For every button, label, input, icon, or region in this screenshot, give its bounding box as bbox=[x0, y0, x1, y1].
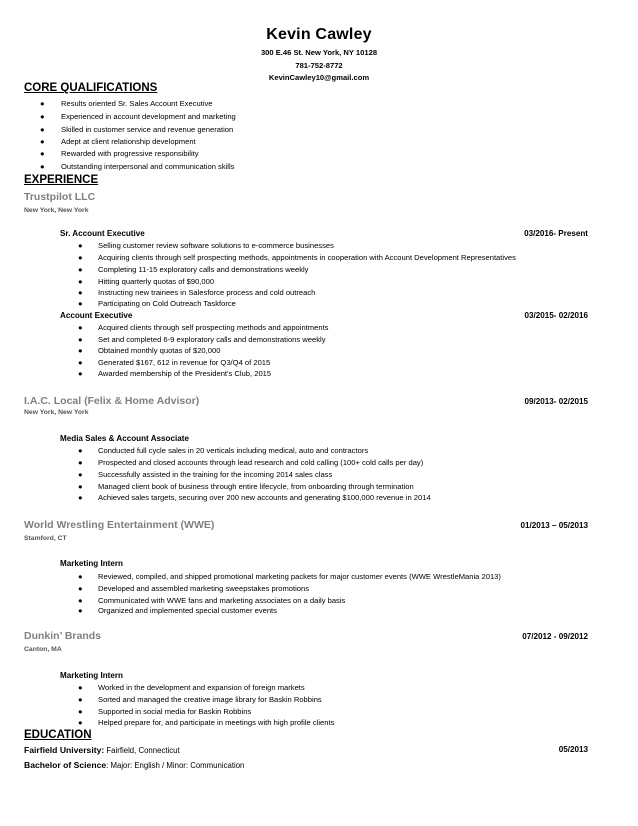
bullet-icon: ● bbox=[78, 358, 83, 367]
school-name: Fairfield University: bbox=[24, 745, 105, 755]
job-dates: 01/2013 – 05/2013 bbox=[520, 521, 588, 530]
bullet-icon: ● bbox=[78, 482, 83, 491]
bullet-icon: ● bbox=[78, 265, 83, 274]
list-item: ● Acquiring clients through self prospecting methods, appointments in cooperation with Account Development Representatives bbox=[78, 253, 516, 262]
list-item: ● Generated $167, 612 in revenue for Q3/Q4 of 2015 bbox=[78, 358, 271, 367]
job-dates: 07/2012 - 09/2012 bbox=[522, 632, 588, 641]
job-title: Marketing Intern bbox=[60, 559, 123, 568]
company-name: World Wrestling Entertainment (WWE) bbox=[24, 519, 215, 531]
bullet-icon: ● bbox=[78, 253, 83, 262]
bullet-icon: ● bbox=[78, 299, 83, 308]
job-dates: 03/2015- 02/2016 bbox=[524, 311, 588, 320]
bullet-icon: ● bbox=[78, 596, 83, 605]
bullet-icon: ● bbox=[78, 346, 83, 355]
graduation-date: 05/2013 bbox=[558, 745, 588, 754]
education-school bbox=[24, 745, 180, 755]
list-item: ● Adept at client relationship development bbox=[40, 137, 196, 146]
job-title: Sr. Account Executive bbox=[60, 229, 145, 238]
bullet-icon: ● bbox=[78, 241, 83, 250]
education-degree bbox=[24, 760, 244, 770]
phone: 781-752-8772 bbox=[295, 61, 343, 70]
list-item: ● Hitting quarterly quotas of $90,000 bbox=[78, 277, 215, 286]
degree-detail: : Major: English / Minor: Communication bbox=[106, 761, 245, 770]
company-location: Canton, MA bbox=[24, 646, 62, 653]
list-item: ● Instructing new trainees in Salesforce process and cold outreach bbox=[78, 288, 316, 297]
list-item: ● Experienced in account development and marketing bbox=[40, 112, 236, 121]
bullet-icon: ● bbox=[40, 149, 45, 158]
company-location: New York, New York bbox=[24, 207, 89, 214]
school-location: Fairfield, Connecticut bbox=[104, 746, 180, 755]
bullet-icon: ● bbox=[40, 162, 45, 171]
bullet-icon: ● bbox=[78, 335, 83, 344]
list-item: ● Supported in social media for Baskin Robbins bbox=[78, 707, 252, 716]
job-dates: 03/2016- Present bbox=[524, 229, 588, 238]
list-item: ● Communicated with WWE fans and marketing associates on a daily basis bbox=[78, 596, 346, 605]
bullet-icon: ● bbox=[78, 584, 83, 593]
job-title: Account Executive bbox=[60, 311, 133, 320]
list-item: ● Awarded membership of the President's Club, 2015 bbox=[78, 369, 272, 378]
address: 300 E.46 St. New York, NY 10128 bbox=[260, 48, 378, 57]
bullet-icon: ● bbox=[78, 288, 83, 297]
job-title: Media Sales & Account Associate bbox=[60, 434, 189, 443]
bullet-icon: ● bbox=[40, 125, 45, 134]
list-item: ● Developed and assembled marketing sweepstakes promotions bbox=[78, 584, 310, 593]
bullet-icon: ● bbox=[78, 683, 83, 692]
list-item: ● Participating on Cold Outreach Taskforce bbox=[78, 299, 236, 308]
list-item: ● Worked in the development and expansion of foreign markets bbox=[78, 683, 305, 692]
section-heading-education: EDUCATION bbox=[24, 729, 92, 741]
list-item: ● Sorted and managed the creative image library for Baskin Robbins bbox=[78, 695, 322, 704]
bullet-icon: ● bbox=[78, 470, 83, 479]
list-item: ● Skilled in customer service and revenue generation bbox=[40, 125, 234, 134]
bullet-icon: ● bbox=[78, 606, 83, 615]
bullet-icon: ● bbox=[40, 137, 45, 146]
email: KevinCawley10@gmail.com bbox=[268, 73, 370, 82]
list-item: ● Acquired clients through self prospecting methods and appointments bbox=[78, 323, 329, 332]
degree-name: Bachelor of Science bbox=[24, 760, 107, 770]
bullet-icon: ● bbox=[78, 446, 83, 455]
list-item: ● Reviewed, compiled, and shipped promotional marketing packets for major customer events (WWE WrestleMania 2013) bbox=[78, 572, 501, 581]
list-item: ● Helped prepare for, and participate in meetings with high profile clients bbox=[78, 718, 335, 727]
company-name: Dunkin’ Brands bbox=[24, 630, 102, 642]
company-name: Trustpilot LLC bbox=[24, 191, 96, 203]
job-title: Marketing Intern bbox=[60, 671, 123, 680]
list-item: ● Organized and implemented special customer events bbox=[78, 606, 277, 615]
section-heading-experience: EXPERIENCE bbox=[24, 174, 99, 186]
list-item: ● Selling customer review software solutions to e-commerce businesses bbox=[78, 241, 334, 250]
list-item: ● Outstanding interpersonal and communication skills bbox=[40, 162, 235, 171]
company-name: I.A.C. Local (Felix & Home Advisor) bbox=[24, 395, 200, 407]
company-location: New York, New York bbox=[24, 409, 89, 416]
bullet-icon: ● bbox=[78, 277, 83, 286]
list-item: ● Prospected and closed accounts through lead research and cold calling (100+ cold calls per day) bbox=[78, 458, 424, 467]
list-item: ● Successfully assisted in the training for the incoming 2014 sales class bbox=[78, 470, 333, 479]
candidate-name: Kevin Cawley bbox=[266, 26, 372, 43]
bullet-icon: ● bbox=[78, 572, 83, 581]
bullet-icon: ● bbox=[78, 695, 83, 704]
bullet-icon: ● bbox=[78, 707, 83, 716]
bullet-icon: ● bbox=[40, 99, 45, 108]
company-location: Stamford, CT bbox=[24, 535, 67, 542]
list-item: ● Completing 11-15 exploratory calls and demonstrations weekly bbox=[78, 265, 309, 274]
bullet-icon: ● bbox=[78, 458, 83, 467]
list-item: ● Set and completed 6-9 exploratory calls and demonstrations weekly bbox=[78, 335, 326, 344]
job-dates: 09/2013- 02/2015 bbox=[524, 397, 588, 406]
list-item: ● Rewarded with progressive responsibility bbox=[40, 149, 199, 158]
bullet-icon: ● bbox=[40, 112, 45, 121]
bullet-icon: ● bbox=[78, 369, 83, 378]
bullet-icon: ● bbox=[78, 493, 83, 502]
list-item: ● Achieved sales targets, securing over 200 new accounts and generating $100,000 revenue in 2014 bbox=[78, 493, 431, 502]
section-heading-core-qualifications: CORE QUALIFICATIONS bbox=[24, 82, 158, 94]
list-item: ● Conducted full cycle sales in 20 verticals including medical, auto and contractors bbox=[78, 446, 369, 455]
bullet-icon: ● bbox=[78, 323, 83, 332]
list-item: ● Results oriented Sr. Sales Account Executive bbox=[40, 99, 213, 108]
list-item: ● Obtained monthly quotas of $20,000 bbox=[78, 346, 221, 355]
list-item: ● Managed client book of business through entire lifecycle, from onboarding through termination bbox=[78, 482, 414, 491]
bullet-icon: ● bbox=[78, 718, 83, 727]
